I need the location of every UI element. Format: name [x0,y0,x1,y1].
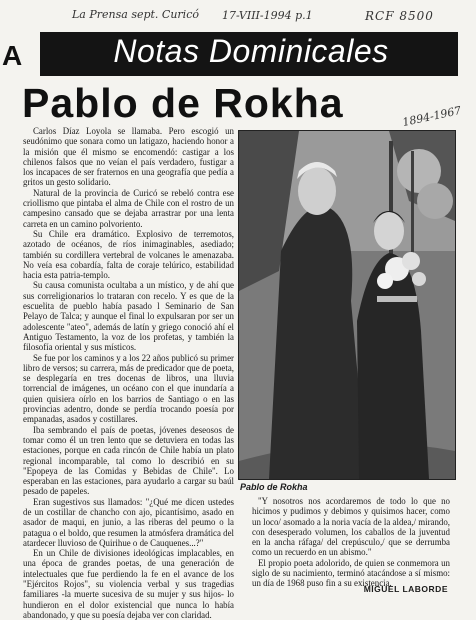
article-body [23,126,234,620]
handwritten-source-note: La Prensa sept. Curicó [72,8,199,21]
article-paragraph: Carlos Díaz Loyola se llamaba. Pero escogió un seudónimo que sonara como un latigazo, haciendo honor a la misión que él mismo se encomendó: castigar a los chilenos falsos que no veían el país verdadero, fustigar a los incapaces de ser fraternos en una geografía que pedía a gritos un gesto solidario. [23,126,234,188]
photo-caption: Pablo de Rokha [240,482,308,492]
article-paragraph: Natural de la provincia de Curicó se rebeló contra ese criollismo que pintaba el alma de Chile con el rostro de un campesino cansado que se dejaba arrastrar por una lenta carreta en un camino polvoriento. [23,187,234,229]
article-paragraph: Su causa comunista ocultaba a un místico, y de ahí que sus correligionarios lo trataran con recelo. Y es que de la escuelita de pueblo había pasado l Seminario de San Pelayo de Talca; y aunque el final lo expulsaran por ser un adolescente "ateo", además de latín y griego conoció ahí el Antiguo Testamento, la voz de los profetas, y también la filosofía oriental y sus místicos. [23,280,234,353]
banner-corner-letter: A [2,40,23,71]
portrait-photo [238,130,456,480]
article-headline: Pablo de Rokha [22,80,344,126]
article-paragraph: Su Chile era dramático. Explosivo de terremotos, azotado de océanos, de ríos inimaginables, asediado; también su cordillera vertebral de volcanes le amenazaba. No veía esa cobardía, falta de coraje telúrico, estabilidad hacia esta patria-templo. [23,228,234,281]
article-paragraph: Iba sembrando el país de poetas, jóvenes deseosos de tomar como él un tren lento que se detuviera en todas las estaciones, porque en cada rincón de Chile había un plato regional incomparable, tal como lo describió en su "Epopeya de las Comidas y Bebidas de Chile". Lo esperaban en las estaciones, para ayudarlo a cargar su baúl pesado de papeles. [23,424,234,497]
section-title: Notas Dominicales [113,33,389,69]
article-paragraph: Eran sugestivos sus llamados: "¿Qué me dicen ustedes de un costillar de chancho con ajo, picantísimo, asado en asador de maqui, en junio, a las riberas del peumo o la patagua o el boldo, que resumen la atmósfera dramática del atardecer lluvioso de Quirihue o de Cauquenes...?" [23,496,234,548]
quote-paragraph: "Y nosotros nos acordaremos de todo lo que no hicimos y pudimos y debimos y quisimos hacer, como un loco/ asomado a la noria vacía de la aldea,/ mirando, con desesperado volumen, los caballos de la juventud en la ancha ráfaga/ del crepúsculo,/ que se derrumba como un recuerdo en un abismo." [252,496,450,558]
archive-stamp: RCF 8500 [365,9,434,23]
portrait-photo-illustration [239,131,455,479]
author-byline: MIGUEL LABORDE [363,584,448,594]
article-paragraph: Se fue por los caminos y a los 22 años publicó su primer libro de versos; su carrera, más de predicador que de poeta, se desplegaría en tres docenas de libros, una lluvia torrencial de imágenes, un océano con el que inundaría a quien quisiera oírlo en los barrios de Santiago o en las provincias adentro, donde se perdía trocando poesía por empanadas, asados y costillares. [23,352,234,425]
handwritten-date-note: 17-VIII-1994 p.1 [222,9,313,22]
handwritten-years-note: 1894-1967 [401,103,463,130]
quote-paragraph: El propio poeta adolorido, de quien se conmemora un siglo de su nacimiento, terminó atacándose a sí mismo: un día de 1968 puso fin a su existencia. [252,557,450,589]
article-paragraph: En un Chile de divisiones ideológicas implacables, en una época de grandes poetas, de una generación de intelectuales que fue perdiendo la fe en el avance de los "Ejércitos Rojos", su violencia verbal y sus tragedias familiares -la muerte sucesiva de su mujer y sus hijos- lo hundieron en el dolor existencial que nunca lo había abandonado, y que su poesía dejaba ver con claridad. [23,548,234,620]
